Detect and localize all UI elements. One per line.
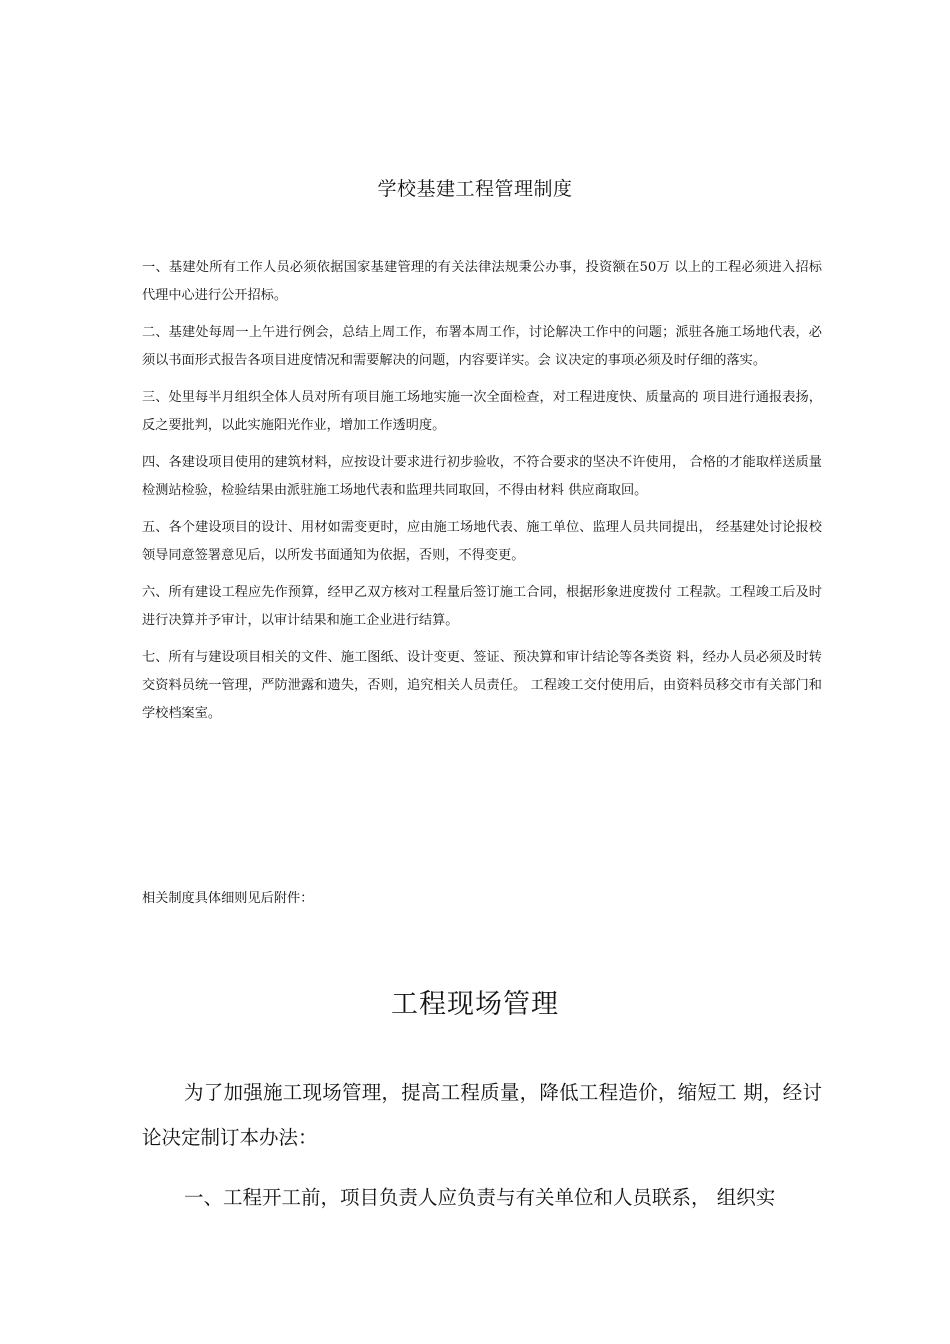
- rule-6: 六、所有建设工程应先作预算，经甲乙双方核对工程量后签订施工合同，根据形象进度拨付 工程款。工程竣工后及时进行决算并予审计，以审计结果和施工企业进行结算。: [142, 585, 822, 628]
- rule-3: 三、处里每半月组织全体人员对所有项目施工场地实施一次全面检查，对工程进度快、质量高的 项目进行通报表扬，反之要批判，以此实施阳光作业，增加工作透明度。: [142, 390, 822, 433]
- section-heading: 工程现场管理: [391, 989, 559, 1020]
- section-item-1: 一、工程开工前，项目负责人应负责与有关单位和人员联系， 组织实: [184, 1186, 776, 1209]
- rule-1: 一、基建处所有工作人员必须依据国家基建管理的有关法律法规秉公办事，投资额在50万 以上的工程必须进入招标代理中心进行公开招标。: [142, 260, 822, 303]
- document-title: 学校基建工程管理制度: [377, 178, 573, 200]
- attachment-note: 相关制度具体细则见后附件：: [142, 891, 314, 906]
- rule-4: 四、各建设项目使用的建筑材料，应按设计要求进行初步验收，不符合要求的坚决不许使用， 合格的才能取样送质量检测站检验，检验结果由派驻施工场地代表和监理共同取回，不得由材料 供应商取回。: [142, 455, 822, 498]
- rule-2: 二、基建处每周一上午进行例会，总结上周工作，布署本周工作，讨论解决工作中的问题；派驻各施工场地代表，必须以书面形式报告各项目进度情况和需要解决的问题，内容要详实。会 议决定的事项必须及时仔细的落实。: [142, 325, 822, 368]
- rules-list: [142, 254, 822, 737]
- rule-5: 五、各个建设项目的设计、用材如需变更时，应由施工场地代表、施工单位、监理人员共同提出， 经基建处讨论报校领导同意签署意见后，以所发书面通知为依据，否则，不得变更。: [142, 520, 822, 563]
- rule-7: 七、所有与建设项目相关的文件、施工图纸、设计变更、签证、预决算和审计结论等各类资 料，经办人员必须及时转交资料员统一管理，严防泄露和遗失，否则，追究相关人员责任。 工程竣工交付使用后，由资料员移交市有关部门和学校档案室。: [142, 650, 822, 721]
- section-intro: 为了加强施工现场管理，提高工程质量，降低工程造价，缩短工 期，经讨论决定制订本办法：: [142, 1080, 822, 1149]
